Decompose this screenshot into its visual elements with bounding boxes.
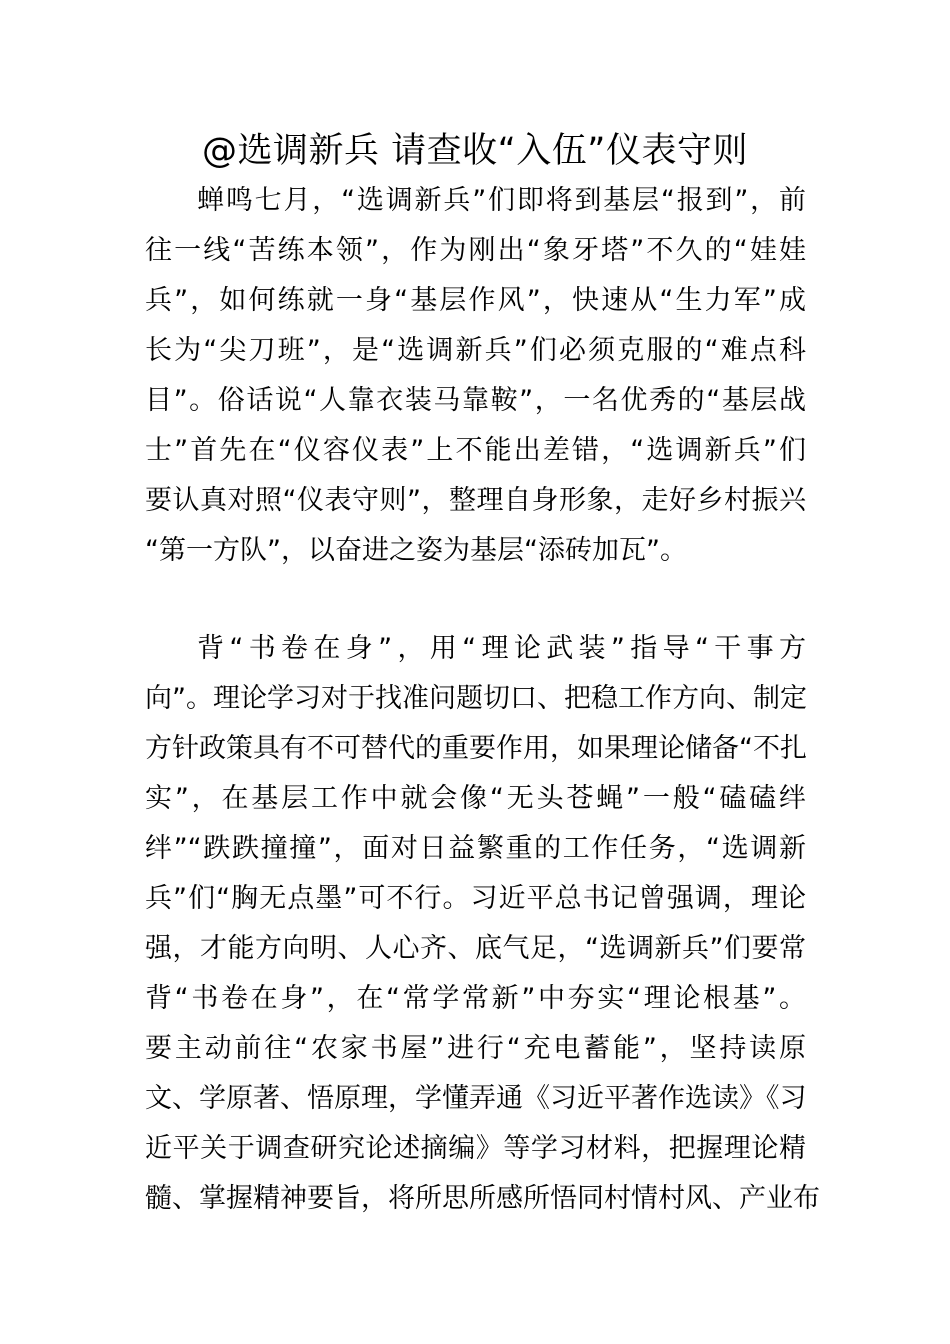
text-line: 要主动前往“农家书屋”进行“充电蓄能”，坚持读原 [145,1033,806,1064]
text-line: 方针政策具有不可替代的重要作用，如果理论储备“不扎 [145,733,807,764]
text-line: 要认真对照“仪表守则”，整理自身形象，走好乡村振兴 [145,485,806,516]
text-line: 蝉鸣七月，“选调新兵”们即将到基层“报到”，前 [197,185,806,216]
text-line: 实”，在基层工作中就会像“无头苍蝇”一般“磕磕绊 [145,783,806,814]
text-line: 绊”“跌跌撞撞”，面对日益繁重的工作任务，“选调新 [145,833,806,864]
text-line: 兵”，如何练就一身“基层作风”，快速从“生力军”成 [145,285,806,316]
text-line: 向”。理论学习对于找准问题切口、把稳工作方向、制定 [145,683,807,714]
text-line: “第一方队”，以奋进之姿为基层“添砖加瓦”。 [145,535,687,566]
text-line: 背“书卷在身”，在“常学常新”中夯实“理论根基”。 [145,983,806,1014]
text-line: 近平关于调查研究论述摘编》等学习材料，把握理论精 [145,1133,806,1164]
article-title: @选调新兵 请查收“入伍”仪表守则 [202,131,748,171]
text-line: 长为“尖刀班”，是“选调新兵”们必须克服的“难点科 [145,335,806,366]
text-line: 兵”们“胸无点墨”可不行。习近平总书记曾强调，理论 [145,883,806,914]
text-line: 背“书卷在身”，用“理论武装”指导“干事方 [197,633,806,664]
text-line: 文、学原著、悟原理，学懂弄通《习近平著作选读》《习 [145,1083,807,1114]
text-line: 目”。俗话说“人靠衣装马靠鞍”，一名优秀的“基层战 [145,385,806,416]
text-line: 强，才能方向明、人心齐、底气足，“选调新兵”们要常 [145,933,806,964]
text-line: 往一线“苦练本领”，作为刚出“象牙塔”不久的“娃娃 [145,235,806,266]
text-line: 髓、掌握精神要旨，将所思所感所悟同村情村风、产业布 [145,1183,820,1214]
text-line: 士”首先在“仪容仪表”上不能出差错，“选调新兵”们 [145,435,806,466]
